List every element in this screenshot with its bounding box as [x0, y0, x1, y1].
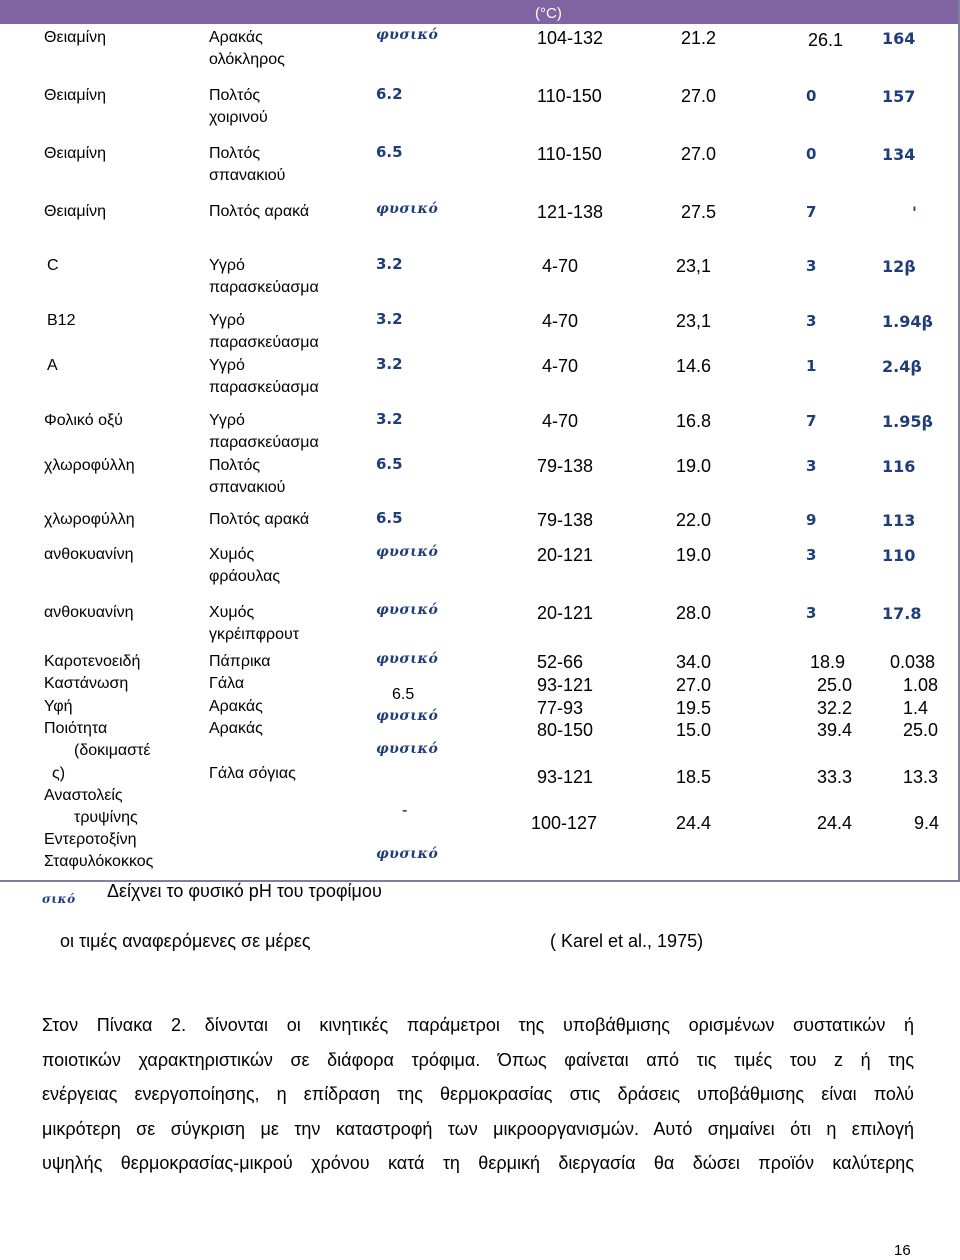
- d-value-cell: 13.3: [903, 767, 939, 787]
- activation-energy-cell: 3: [806, 257, 817, 275]
- food-cell: Χυμός: [209, 546, 255, 563]
- quality-food-label: Αρακάς: [209, 720, 263, 737]
- activation-energy-cell: 7: [806, 203, 817, 221]
- temperature-unit-header: (°C): [535, 5, 562, 22]
- food-cell: φράουλας: [209, 568, 281, 585]
- nutrient-cell: Θειαμίνη: [44, 203, 107, 220]
- z-value-cell: 14.6: [676, 356, 712, 376]
- quality-attribute-label: Υφή: [44, 698, 73, 715]
- activation-energy-cell: 7: [806, 412, 817, 430]
- temperature-range-cell: 4-70: [542, 356, 579, 376]
- food-cell: Υγρό: [209, 312, 245, 329]
- z-value-cell: 24.4: [676, 813, 712, 833]
- food-cell: Πολτός: [209, 87, 261, 104]
- d-value-cell: 12β: [882, 257, 916, 276]
- nutrient-cell: χλωροφύλλη: [44, 511, 135, 528]
- z-value-cell: 22.0: [676, 510, 712, 530]
- quality-attribute-label: Καροτενοειδή: [44, 653, 141, 670]
- temperature-range-cell: 100-127: [531, 813, 598, 833]
- ph-key-fragment: σικό: [42, 892, 76, 906]
- activation-energy-cell: 0: [806, 87, 817, 105]
- nutrient-cell: ανθοκυανίνη: [44, 604, 134, 621]
- z-value-cell: 19.5: [676, 698, 712, 718]
- z-value-cell: 23,1: [676, 311, 712, 331]
- food-cell: παρασκεύασμα: [209, 279, 319, 296]
- temperature-range-cell: 79-138: [537, 456, 594, 476]
- food-cell: παρασκεύασμα: [209, 334, 319, 351]
- food-cell: Πολτός αρακά: [209, 203, 310, 220]
- d-value-cell: ': [912, 203, 917, 222]
- activation-energy-cell: 33.3: [817, 767, 853, 787]
- paragraph-line: ενέργειας ενεργοποίησης, η επίδραση της θερμοκρασίας στις δράσεις υποβάθμισης είναι πολύ: [42, 1084, 914, 1104]
- ph-cell: 3.2: [376, 355, 403, 373]
- ph-natural-mark: φυσικό: [376, 846, 439, 862]
- d-value-cell: 1.4: [903, 698, 929, 718]
- nutrient-cell: A: [47, 357, 58, 374]
- d-value-cell: 0.038: [890, 652, 936, 672]
- temperature-range-cell: 4-70: [542, 411, 579, 431]
- quality-food-label: Γάλα σόγιας: [209, 765, 296, 782]
- d-value-cell: 110: [882, 546, 916, 565]
- temperature-range-cell: 4-70: [542, 256, 579, 276]
- activation-energy-cell: 18.9: [810, 652, 846, 672]
- nutrient-cell: ανθοκυανίνη: [44, 546, 134, 563]
- ph-cell: 6.5: [376, 455, 403, 473]
- food-cell: παρασκεύασμα: [209, 379, 319, 396]
- d-value-cell: 17.8: [882, 604, 922, 623]
- quality-food-label: Αρακάς: [209, 698, 263, 715]
- ph-cell: φυσικό: [376, 544, 439, 560]
- days-footnote: οι τιμές αναφερόμενες σε μέρες: [60, 931, 311, 951]
- temperature-range-cell: 79-138: [537, 510, 594, 530]
- ph-cell: 6.5: [376, 509, 403, 527]
- ph-natural-mark: φυσικό: [376, 741, 439, 757]
- d-value-cell: 1.08: [903, 675, 939, 695]
- temperature-range-cell: 77-93: [537, 698, 584, 718]
- activation-energy-cell: 24.4: [817, 813, 853, 833]
- activation-energy-cell: 3: [806, 312, 817, 330]
- temperature-range-cell: 4-70: [542, 311, 579, 331]
- quality-attribute-label: Σταφυλόκοκκος: [44, 853, 154, 870]
- quality-food-label: Πάπρικα: [209, 653, 271, 670]
- d-value-cell: 134: [882, 145, 916, 164]
- ph-cell: 3.2: [376, 255, 403, 273]
- temperature-range-cell: 104-132: [537, 28, 604, 48]
- activation-energy-cell: 25.0: [817, 675, 853, 695]
- ph-value-6-5: 6.5: [392, 686, 415, 703]
- nutrient-cell: χλωροφύλλη: [44, 457, 135, 474]
- z-value-cell: 27.5: [681, 202, 717, 222]
- z-value-cell: 19.0: [676, 456, 712, 476]
- food-cell: Αρακάς: [209, 29, 263, 46]
- ph-cell: φυσικό: [376, 27, 439, 43]
- ph-cell: 3.2: [376, 410, 403, 428]
- temperature-range-cell: 93-121: [537, 675, 594, 695]
- food-cell: παρασκεύασμα: [209, 434, 319, 451]
- food-cell: Υγρό: [209, 257, 245, 274]
- temperature-range-cell: 20-121: [537, 545, 594, 565]
- ph-cell: φυσικό: [376, 602, 439, 618]
- d-value-cell: 1.95β: [882, 412, 933, 431]
- nutrient-cell: B12: [47, 312, 76, 329]
- nutrient-cell: Θειαμίνη: [44, 87, 107, 104]
- food-cell: χοιρινού: [209, 109, 268, 126]
- temperature-range-cell: 52-66: [537, 652, 584, 672]
- d-value-cell: 25.0: [903, 720, 939, 740]
- temperature-range-cell: 80-150: [537, 720, 594, 740]
- z-value-cell: 27.0: [676, 675, 712, 695]
- food-cell: ολόκληρος: [209, 51, 285, 68]
- ph-natural-mark: φυσικό: [376, 708, 439, 724]
- body-paragraph: [42, 1008, 914, 1181]
- activation-energy-cell: 0: [806, 145, 817, 163]
- quality-attribute-label: Ποιότητα: [44, 720, 108, 737]
- quality-attribute-label: ς): [52, 765, 66, 782]
- z-value-cell: 21.2: [681, 28, 717, 48]
- nutrient-cell: C: [47, 257, 59, 274]
- activation-energy-cell: 9: [806, 511, 817, 529]
- activation-energy-cell: 1: [806, 357, 817, 375]
- food-cell: σπανακιού: [209, 479, 286, 496]
- temperature-range-cell: 110-150: [537, 144, 602, 164]
- quality-attribute-label: (δοκιμαστέ: [74, 742, 151, 759]
- activation-energy-cell: 3: [806, 604, 817, 622]
- temperature-range-cell: 121-138: [537, 202, 604, 222]
- paragraph-line: Στον Πίνακα 2. δίνονται οι κινητικές παράμετροι της υποβάθμισης ορισμένων συστατικών ή: [42, 1015, 914, 1035]
- quality-attribute-label: τρυψίνης: [74, 809, 138, 826]
- d-value-cell: 113: [882, 511, 916, 530]
- paragraph-line: μικρότερη σε σύγκριση με την καταστροφή των μικροοργανισμών. Αυτό σημαίνει ότι η επιλογή: [42, 1118, 914, 1139]
- paragraph-line: ποιοτικών χαρακτηριστικών σε διάφορα τρόφιμα. Όπως φαίνεται από τις τιμές του z ή της: [42, 1049, 914, 1070]
- z-value-cell: 23,1: [676, 256, 712, 276]
- ph-cell: φυσικό: [376, 201, 439, 217]
- quality-attribute-label: Καστάνωση: [44, 675, 129, 692]
- food-cell: σπανακιού: [209, 167, 286, 184]
- z-value-cell: 27.0: [681, 86, 717, 106]
- d-value-cell: 116: [882, 457, 916, 476]
- z-value-cell: 19.0: [676, 545, 712, 565]
- activation-energy-cell: 3: [806, 457, 817, 475]
- ph-cell: 3.2: [376, 310, 403, 328]
- activation-energy-cell: 3: [806, 546, 817, 564]
- ph-footnote: Δείχνει το φυσικό pH του τροφίμου: [107, 881, 382, 901]
- d-value-cell: 2.4β: [882, 357, 922, 376]
- temperature-range-cell: 93-121: [537, 767, 594, 787]
- ph-cell: 6.5: [376, 143, 403, 161]
- temperature-range-cell: 20-121: [537, 603, 594, 623]
- food-cell: Υγρό: [209, 357, 245, 374]
- d-value-cell: 164: [882, 29, 916, 48]
- quality-attribute-label: Αναστολείς: [44, 787, 123, 804]
- z-value-cell: 34.0: [676, 652, 712, 672]
- z-value-cell: 18.5: [676, 767, 712, 787]
- food-cell: γκρέιπφρουτ: [209, 626, 300, 643]
- nutrient-cell: Θειαμίνη: [44, 29, 107, 46]
- food-cell: Πολτός: [209, 457, 261, 474]
- food-cell: Πολτός αρακά: [209, 511, 310, 528]
- d-value-cell: 157: [882, 87, 916, 106]
- citation: ( Karel et al., 1975): [550, 931, 704, 951]
- activation-energy-cell: 39.4: [817, 720, 853, 740]
- nutrient-cell: Φολικό οξύ: [44, 412, 123, 429]
- food-cell: Υγρό: [209, 412, 245, 429]
- table-header-band: [0, 0, 958, 24]
- ph-dash: -: [402, 802, 408, 819]
- nutrient-cell: Θειαμίνη: [44, 145, 107, 162]
- activation-energy-cell: 32.2: [817, 698, 853, 718]
- ph-cell: 6.2: [376, 85, 403, 103]
- page-number: 16: [894, 1242, 911, 1259]
- quality-food-label: Γάλα: [209, 675, 245, 692]
- food-cell: Χυμός: [209, 604, 255, 621]
- z-value-cell: 28.0: [676, 603, 712, 623]
- d-value-cell: 1.94β: [882, 312, 933, 331]
- temperature-range-cell: 110-150: [537, 86, 602, 106]
- z-value-cell: 16.8: [676, 411, 712, 431]
- d-value-cell: 9.4: [914, 813, 940, 833]
- food-cell: Πολτός: [209, 145, 261, 162]
- paragraph-line: υψηλής θερμοκρασίας-μικρού χρόνου κατά τη θερμική διεργασία θα δώσει προϊόν καλύτερης: [42, 1153, 914, 1173]
- activation-energy-cell: 26.1: [808, 30, 844, 50]
- z-value-cell: 27.0: [681, 144, 717, 164]
- ph-natural-mark: φυσικό: [376, 651, 439, 667]
- z-value-cell: 15.0: [676, 720, 712, 740]
- quality-attribute-label: Εντεροτοξίνη: [44, 831, 137, 848]
